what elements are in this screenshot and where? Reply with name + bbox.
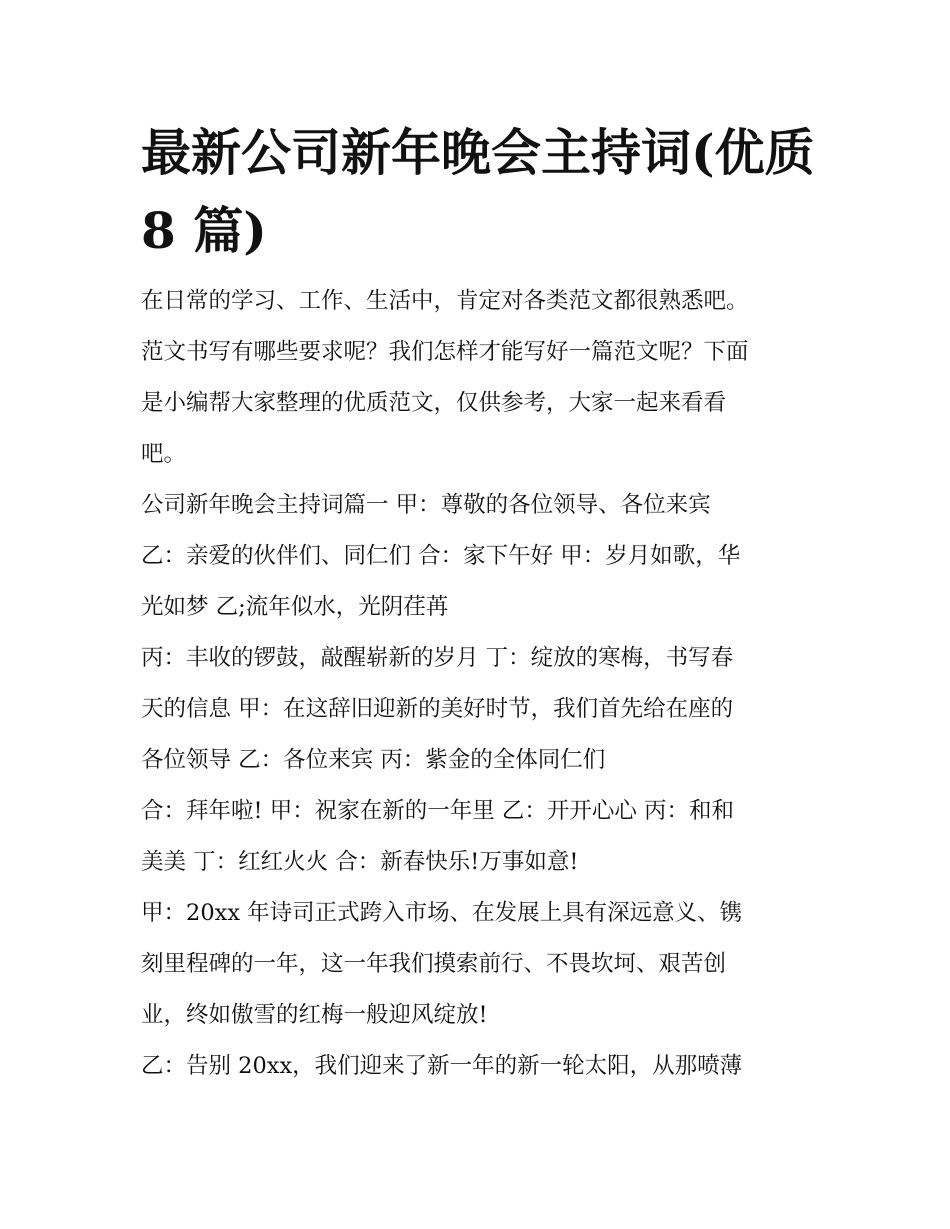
title-line-1: 最新公司新年晚会主持词(优质 <box>141 123 815 182</box>
document-body <box>141 276 831 1092</box>
body-line: 甲：20xx 年诗司正式跨入市场、在发展上具有深远意义、镌 <box>141 900 743 926</box>
body-line: 合：拜年啦! 甲：祝家在新的一年里 乙：开开心心 丙：和和 <box>141 798 734 824</box>
body-line: 丙：丰收的锣鼓，敲醒崭新的岁月 丁：绽放的寒梅，书写春 <box>141 645 734 671</box>
body-line: 业，终如傲雪的红梅一般迎风绽放! <box>141 1002 488 1028</box>
body-line: 各位领导 乙：各位来宾 丙：紫金的全体同仁们 <box>141 747 606 773</box>
body-line: 吧。 <box>141 441 187 467</box>
body-line: 天的信息 甲：在这辞旧迎新的美好时节，我们首先给在座的 <box>141 696 734 722</box>
body-line: 在日常的学习、工作、生活中，肯定对各类范文都很熟悉吧。 <box>141 288 749 314</box>
body-line: 范文书写有哪些要求呢？我们怎样才能写好一篇范文呢？下面 <box>141 339 749 365</box>
body-line: 乙：亲爱的伙伴们、同仁们 合：家下午好 甲：岁月如歌，华 <box>141 543 741 569</box>
body-line: 是小编帮大家整理的优质范文，仅供参考，大家一起来看看 <box>141 390 727 416</box>
body-line: 美美 丁：红红火火 合：新春快乐!万事如意! <box>141 849 579 875</box>
body-line: 公司新年晚会主持词篇一 甲：尊敬的各位领导、各位来宾 <box>141 492 711 518</box>
body-line: 光如梦 乙;流年似水，光阴荏苒 <box>141 594 449 620</box>
document-title <box>141 114 821 270</box>
body-line: 乙：告别 20xx，我们迎来了新一年的新一轮太阳，从那喷薄 <box>141 1053 743 1079</box>
body-line: 刻里程碑的一年，这一年我们摸索前行、不畏坎坷、艰苦创 <box>141 951 727 977</box>
title-line-2: 8 篇) <box>141 201 267 260</box>
